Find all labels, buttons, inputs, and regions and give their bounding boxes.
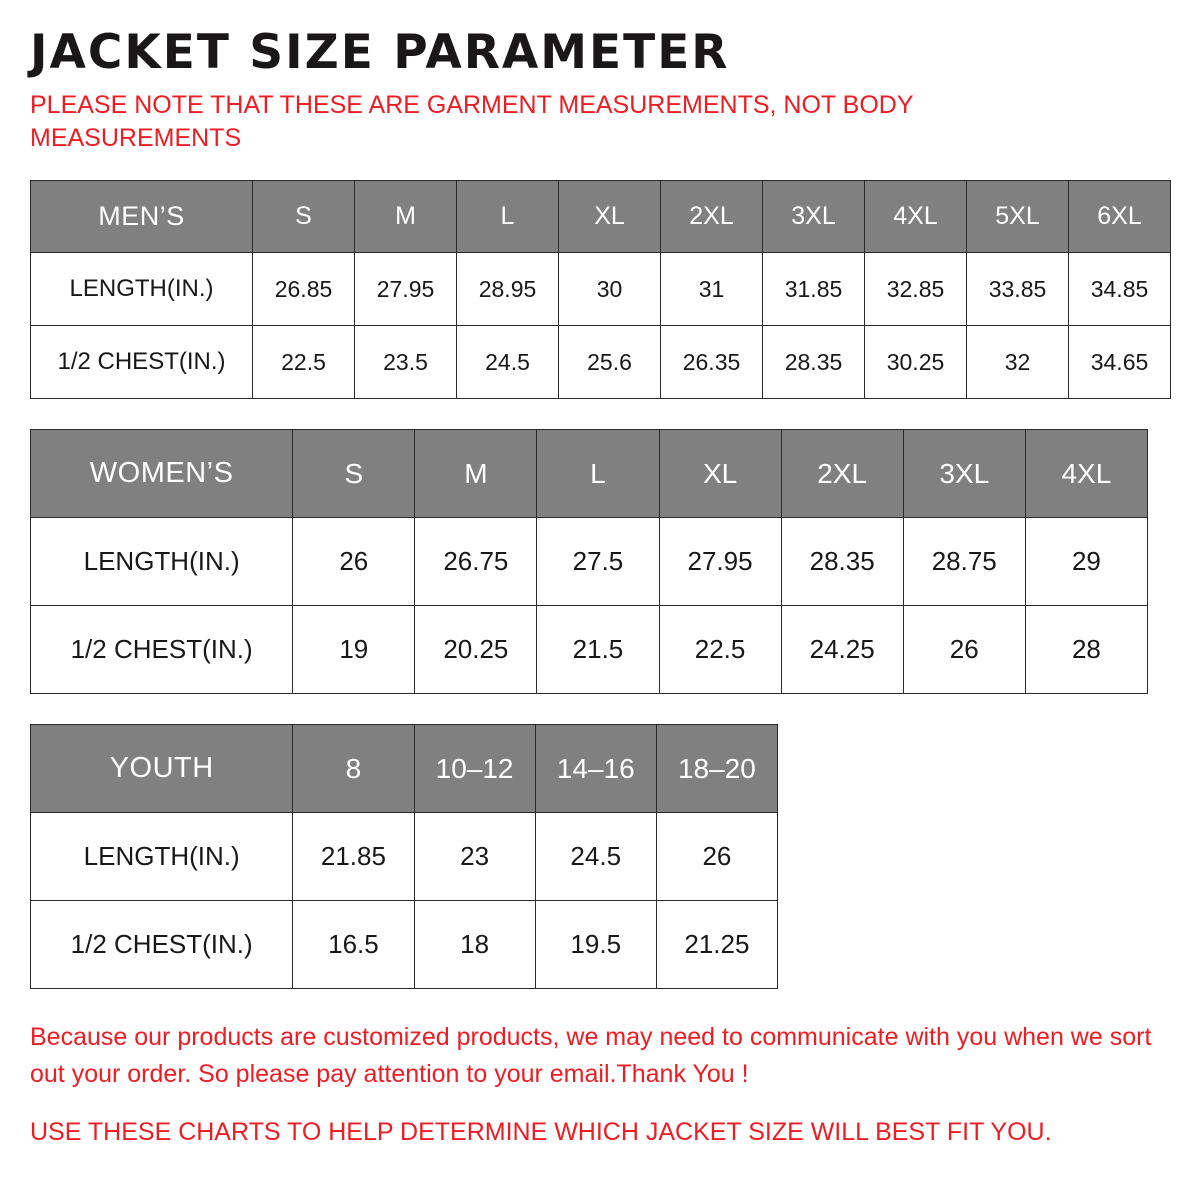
measurement-cell: 27.5	[537, 518, 659, 606]
measurement-cell: 30	[559, 253, 661, 326]
row-label-length: LENGTH(IN.)	[31, 813, 293, 901]
measurement-note: PLEASE NOTE THAT THESE ARE GARMENT MEASUREMENTS, NOT BODY MEASUREMENTS	[30, 91, 914, 152]
row-label-length: LENGTH(IN.)	[31, 253, 253, 326]
table-row	[31, 606, 1148, 694]
size-header-cell: 2XL	[781, 430, 903, 518]
measurement-cell: 27.95	[659, 518, 781, 606]
measurement-cell: 33.85	[967, 253, 1069, 326]
footer-notes	[30, 1019, 1160, 1150]
mens-size-table	[30, 180, 1171, 399]
measurement-cell: 24.25	[781, 606, 903, 694]
size-header-cell: S	[253, 181, 355, 253]
measurement-cell: 21.25	[656, 901, 777, 989]
size-header-cell: 6XL	[1069, 181, 1171, 253]
measurement-cell: 34.85	[1069, 253, 1171, 326]
measurement-cell: 26.75	[415, 518, 537, 606]
measurement-cell: 28.95	[457, 253, 559, 326]
measurement-cell: 18	[414, 901, 535, 989]
category-label-youth: YOUTH	[31, 725, 293, 813]
table-header-row	[31, 725, 778, 813]
row-label-chest: 1/2 CHEST(IN.)	[31, 606, 293, 694]
size-header-cell: S	[293, 430, 415, 518]
table-header-row	[31, 430, 1148, 518]
measurement-cell: 32	[967, 326, 1069, 399]
womens-size-table	[30, 429, 1148, 694]
measurement-cell: 28.35	[763, 326, 865, 399]
measurement-cell: 28.75	[903, 518, 1025, 606]
row-label-chest: 1/2 CHEST(IN.)	[31, 901, 293, 989]
size-header-cell: 14–16	[535, 725, 656, 813]
measurement-cell: 22.5	[253, 326, 355, 399]
measurement-cell: 26.35	[661, 326, 763, 399]
footer-note-use-charts: USE THESE CHARTS TO HELP DETERMINE WHICH JACKET SIZE WILL BEST FIT YOU.	[30, 1117, 1052, 1146]
measurement-cell: 22.5	[659, 606, 781, 694]
size-header-cell: 4XL	[1025, 430, 1147, 518]
size-header-cell: 18–20	[656, 725, 777, 813]
row-label-length: LENGTH(IN.)	[31, 518, 293, 606]
table-row	[31, 326, 1171, 399]
table-row	[31, 253, 1171, 326]
table-row	[31, 901, 778, 989]
measurement-cell: 31	[661, 253, 763, 326]
table-header-row	[31, 181, 1171, 253]
size-header-cell: XL	[659, 430, 781, 518]
table-row	[31, 518, 1148, 606]
measurement-cell: 19.5	[535, 901, 656, 989]
category-label-womens: WOMEN’S	[31, 430, 293, 518]
measurement-cell: 27.95	[355, 253, 457, 326]
measurement-cell: 26.85	[253, 253, 355, 326]
measurement-cell: 32.85	[865, 253, 967, 326]
measurement-cell: 26	[293, 518, 415, 606]
measurement-cell: 21.85	[293, 813, 414, 901]
page-title: JACKET SIZE PARAMETER	[30, 25, 730, 80]
footer-note-customized: Because our products are customized products, we may need to communicate with you when we sort out your order. So please pay attention to your email.Thank You !	[30, 1023, 1152, 1088]
measurement-cell: 26	[656, 813, 777, 901]
measurement-cell: 21.5	[537, 606, 659, 694]
size-header-cell: M	[355, 181, 457, 253]
row-label-chest: 1/2 CHEST(IN.)	[31, 326, 253, 399]
size-header-cell: 4XL	[865, 181, 967, 253]
measurement-cell: 24.5	[457, 326, 559, 399]
measurement-cell: 34.65	[1069, 326, 1171, 399]
size-header-cell: 2XL	[661, 181, 763, 253]
size-header-cell: 10–12	[414, 725, 535, 813]
category-label-mens: MEN’S	[31, 181, 253, 253]
measurement-cell: 31.85	[763, 253, 865, 326]
size-header-cell: XL	[559, 181, 661, 253]
table-row	[31, 813, 778, 901]
measurement-cell: 23	[414, 813, 535, 901]
measurement-cell: 28.35	[781, 518, 903, 606]
measurement-cell: 25.6	[559, 326, 661, 399]
measurement-cell: 16.5	[293, 901, 414, 989]
measurement-cell: 20.25	[415, 606, 537, 694]
size-header-cell: 3XL	[763, 181, 865, 253]
size-header-cell: 3XL	[903, 430, 1025, 518]
size-header-cell: L	[537, 430, 659, 518]
youth-size-table	[30, 724, 778, 989]
measurement-cell: 30.25	[865, 326, 967, 399]
measurement-cell: 24.5	[535, 813, 656, 901]
size-header-cell: L	[457, 181, 559, 253]
size-header-cell: 8	[293, 725, 414, 813]
size-header-cell: M	[415, 430, 537, 518]
measurement-cell: 28	[1025, 606, 1147, 694]
measurement-cell: 26	[903, 606, 1025, 694]
size-header-cell: 5XL	[967, 181, 1069, 253]
measurement-cell: 19	[293, 606, 415, 694]
measurement-cell: 29	[1025, 518, 1147, 606]
measurement-cell: 23.5	[355, 326, 457, 399]
